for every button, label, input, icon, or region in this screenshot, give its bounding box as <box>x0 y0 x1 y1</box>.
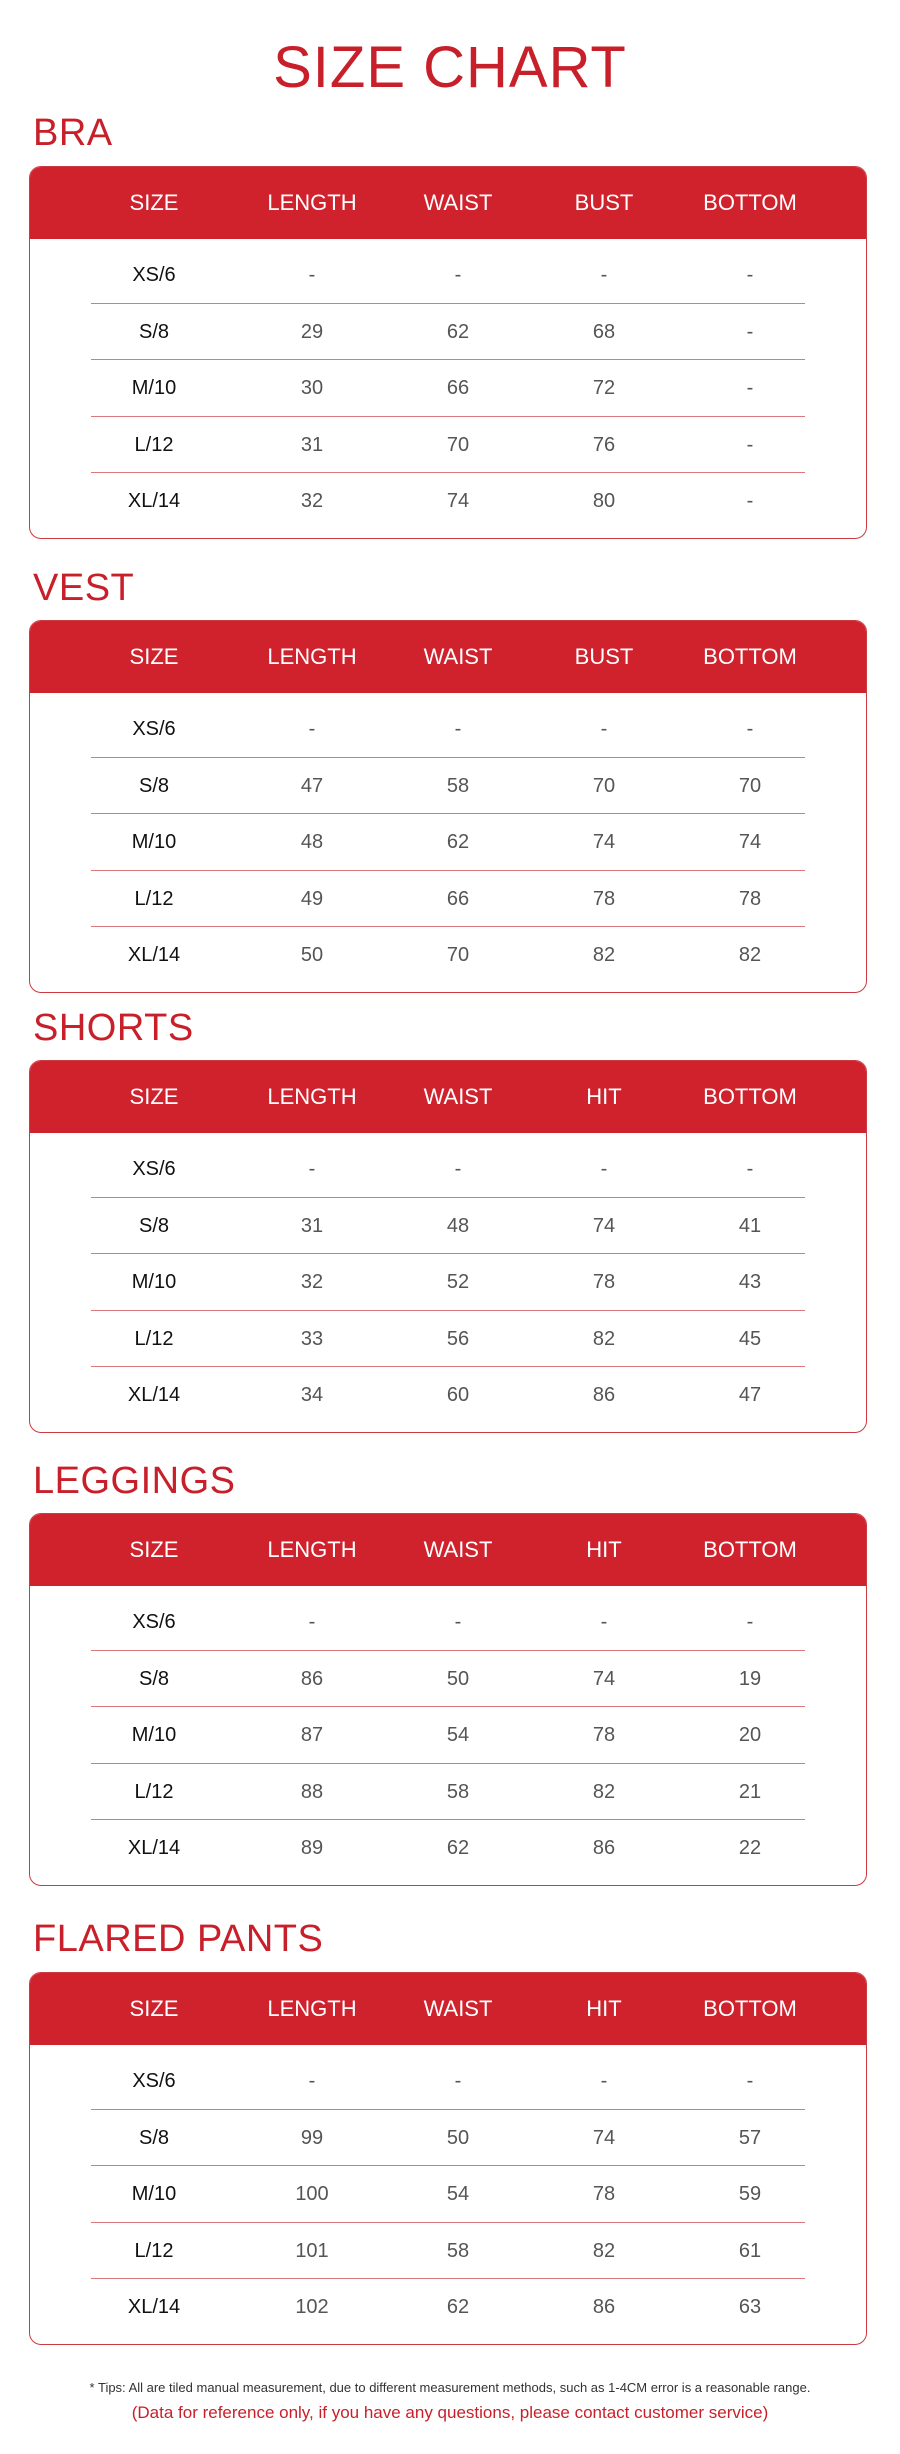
measurement-cell: 61 <box>738 2239 762 2262</box>
column-header-size: SIZE <box>129 190 179 215</box>
column-header-bottom: BOTTOM <box>703 1084 797 1109</box>
size-label: XS/6 <box>132 2070 176 2092</box>
measurement-cell: - <box>746 718 754 740</box>
measurement-cell: 74 <box>592 1214 616 1237</box>
measurement-cell: 47 <box>738 1384 762 1406</box>
measurement-cell: 66 <box>446 377 470 399</box>
measurement-cell: 34 <box>300 1384 324 1406</box>
table-row <box>30 1367 866 1424</box>
measurement-cell: 29 <box>300 320 324 343</box>
column-header-size: SIZE <box>129 644 179 669</box>
size-label: XS/6 <box>132 1158 176 1180</box>
measurement-cell: 59 <box>738 2183 762 2205</box>
table-row <box>30 814 866 871</box>
table-row <box>30 1764 866 1821</box>
measurement-cell: 86 <box>300 1667 324 1690</box>
measurement-cell: - <box>308 264 316 286</box>
measurement-cell: - <box>746 2070 754 2092</box>
column-header-length: LENGTH <box>267 190 357 215</box>
measurement-cell: 78 <box>592 2183 616 2205</box>
size-table-bra <box>29 166 867 539</box>
column-header-hit: HIT <box>586 1084 622 1109</box>
measurement-cell: - <box>308 2070 316 2092</box>
column-header-bottom: BOTTOM <box>703 1537 797 1562</box>
measurement-cell: 70 <box>738 774 762 797</box>
measurement-cell: - <box>454 1158 462 1180</box>
measurement-cell: - <box>454 2070 462 2092</box>
measurement-cell: 74 <box>738 831 762 853</box>
column-header-waist: WAIST <box>423 1996 493 2021</box>
measurement-cell: 70 <box>446 944 470 966</box>
measurement-cell: - <box>600 2070 608 2092</box>
size-label: L/12 <box>134 1780 174 1803</box>
measurement-cell: 58 <box>446 1780 470 1803</box>
measurement-cell: 50 <box>446 2126 470 2149</box>
table-row <box>30 2223 866 2280</box>
table-row <box>30 2053 866 2110</box>
column-header-size: SIZE <box>129 1537 179 1562</box>
size-label: M/10 <box>131 1271 177 1293</box>
measurement-cell: 68 <box>592 320 616 343</box>
measurement-cell: 80 <box>592 490 616 512</box>
measurement-cell: 43 <box>738 1271 762 1293</box>
measurement-cell: 32 <box>300 1271 324 1293</box>
size-label: XS/6 <box>132 264 176 286</box>
measurement-cell: - <box>746 433 754 456</box>
size-table-vest <box>29 620 867 993</box>
measurement-cell: - <box>600 1611 608 1633</box>
table-row <box>30 473 866 530</box>
measurement-cell: - <box>308 1611 316 1633</box>
measurement-cell: - <box>746 490 754 512</box>
size-table-shorts <box>29 1060 867 1433</box>
column-header-bottom: BOTTOM <box>703 644 797 669</box>
table-row <box>30 1594 866 1651</box>
column-header-hit: HIT <box>586 1537 622 1562</box>
table-row <box>30 1311 866 1368</box>
table-row <box>30 1651 866 1708</box>
measurement-cell: - <box>600 264 608 286</box>
measurement-cell: 33 <box>300 1327 324 1350</box>
column-header-waist: WAIST <box>423 1537 493 1562</box>
table-header <box>30 1514 866 1586</box>
size-table-flared-pants <box>29 1972 867 2345</box>
measurement-cell: 78 <box>738 887 762 910</box>
measurement-cell: 82 <box>592 2239 616 2262</box>
measurement-cell: 100 <box>295 2183 329 2205</box>
measurement-cell: 101 <box>295 2239 329 2262</box>
measurement-cell: 74 <box>592 1667 616 1690</box>
size-label: XS/6 <box>132 718 176 740</box>
measurement-cell: 54 <box>446 2183 470 2205</box>
table-row <box>30 360 866 417</box>
table-row <box>30 417 866 474</box>
measurement-cell: 21 <box>738 1780 762 1803</box>
column-header-bust: BUST <box>574 190 634 215</box>
size-label: L/12 <box>134 1327 174 1350</box>
section-title-shorts: SHORTS <box>33 1007 194 1049</box>
measurement-cell: 86 <box>592 2296 616 2318</box>
measurement-cell: 76 <box>592 433 616 456</box>
size-table-leggings <box>29 1513 867 1886</box>
section-title-vest: VEST <box>33 567 135 609</box>
section-title-leggings: LEGGINGS <box>33 1460 236 1502</box>
measurement-cell: 50 <box>300 944 324 966</box>
measurement-cell: 57 <box>738 2126 762 2149</box>
measurement-cell: - <box>454 264 462 286</box>
table-row <box>30 1254 866 1311</box>
measurement-cell: 56 <box>446 1327 470 1350</box>
measurement-cell: 82 <box>738 944 762 966</box>
table-row <box>30 1820 866 1877</box>
measurement-cell: 78 <box>592 1271 616 1293</box>
reference-note: (Data for reference only, if you have any questions, please contact customer service) <box>131 2403 769 2422</box>
table-header <box>30 167 866 239</box>
measurement-cell: - <box>746 264 754 286</box>
measurement-cell: 32 <box>300 490 324 512</box>
table-row <box>30 758 866 815</box>
measurement-cell: 41 <box>738 1214 762 1237</box>
measurement-cell: 86 <box>592 1837 616 1859</box>
size-label: L/12 <box>134 433 174 456</box>
page-title: SIZE CHART <box>273 35 627 100</box>
measurement-cell: 22 <box>738 1837 762 1859</box>
measurement-cell: - <box>454 1611 462 1633</box>
measurement-cell: 60 <box>446 1384 470 1406</box>
measurement-cell: 72 <box>592 377 616 399</box>
measurement-cell: 89 <box>300 1837 324 1859</box>
size-label: M/10 <box>131 1724 177 1746</box>
measurement-cell: 78 <box>592 887 616 910</box>
measurement-cell: - <box>746 1158 754 1180</box>
measurement-cell: 70 <box>446 433 470 456</box>
column-header-size: SIZE <box>129 1996 179 2021</box>
measurement-cell: 74 <box>592 831 616 853</box>
measurement-cell: 86 <box>592 1384 616 1406</box>
section-title-bra: BRA <box>33 112 113 154</box>
measurement-cell: 49 <box>300 887 324 910</box>
column-header-bust: BUST <box>574 644 634 669</box>
measurement-cell: 74 <box>592 2126 616 2149</box>
size-label: S/8 <box>138 2126 170 2149</box>
table-row <box>30 701 866 758</box>
measurement-cell: - <box>746 320 754 343</box>
column-header-size: SIZE <box>129 1084 179 1109</box>
measurement-cell: 30 <box>300 377 324 399</box>
size-label: M/10 <box>131 2183 177 2205</box>
size-label: S/8 <box>138 774 170 797</box>
column-header-waist: WAIST <box>423 644 493 669</box>
size-label: XS/6 <box>132 1611 176 1633</box>
size-label: XL/14 <box>127 490 181 512</box>
measurement-cell: 48 <box>446 1214 470 1237</box>
table-row <box>30 2166 866 2223</box>
column-header-length: LENGTH <box>267 1537 357 1562</box>
measurement-cell: 87 <box>300 1724 324 1746</box>
measurement-cell: - <box>600 718 608 740</box>
table-row <box>30 247 866 304</box>
size-label: XL/14 <box>127 1837 181 1859</box>
size-label: S/8 <box>138 1214 170 1237</box>
measurement-cell: 78 <box>592 1724 616 1746</box>
measurement-cell: - <box>600 1158 608 1180</box>
column-header-length: LENGTH <box>267 1084 357 1109</box>
measurement-cell: - <box>308 1158 316 1180</box>
column-header-hit: HIT <box>586 1996 622 2021</box>
size-label: L/12 <box>134 2239 174 2262</box>
column-header-length: LENGTH <box>267 1996 357 2021</box>
table-row <box>30 1707 866 1764</box>
size-label: XL/14 <box>127 2296 181 2318</box>
measurement-cell: 74 <box>446 490 470 512</box>
measurement-cell: 58 <box>446 774 470 797</box>
measurement-cell: 47 <box>300 774 324 797</box>
table-row <box>30 1141 866 1198</box>
measurement-cell: 45 <box>738 1327 762 1350</box>
measurement-cell: 58 <box>446 2239 470 2262</box>
measurement-cell: 70 <box>592 774 616 797</box>
measurement-cell: 52 <box>446 1271 470 1293</box>
measurement-cell: 62 <box>446 1837 470 1859</box>
measurement-cell: - <box>308 718 316 740</box>
column-header-waist: WAIST <box>423 190 493 215</box>
size-label: XL/14 <box>127 944 181 966</box>
measurement-cell: 82 <box>592 1327 616 1350</box>
size-label: S/8 <box>138 1667 170 1690</box>
column-header-bottom: BOTTOM <box>703 190 797 215</box>
measurement-cell: 82 <box>592 944 616 966</box>
measurement-cell: 88 <box>300 1780 324 1803</box>
column-header-length: LENGTH <box>267 644 357 669</box>
measurement-cell: 31 <box>300 1214 324 1237</box>
measurement-cell: 20 <box>738 1724 762 1746</box>
table-row <box>30 2110 866 2167</box>
measurement-cell: 19 <box>738 1667 762 1690</box>
measurement-cell: 102 <box>295 2296 329 2318</box>
measurement-cell: - <box>454 718 462 740</box>
measurement-cell: 99 <box>300 2126 324 2149</box>
size-label: S/8 <box>138 320 170 343</box>
measurement-cell: 50 <box>446 1667 470 1690</box>
table-header <box>30 1973 866 2045</box>
measurement-cell: 63 <box>738 2296 762 2318</box>
measurement-cell: - <box>746 1611 754 1633</box>
size-label: XL/14 <box>127 1384 181 1406</box>
table-row <box>30 927 866 984</box>
measurement-cell: 62 <box>446 2296 470 2318</box>
column-header-waist: WAIST <box>423 1084 493 1109</box>
measurement-cell: 54 <box>446 1724 470 1746</box>
table-header <box>30 621 866 693</box>
table-row <box>30 2279 866 2336</box>
measurement-cell: 82 <box>592 1780 616 1803</box>
measurement-cell: 62 <box>446 831 470 853</box>
tips-text: * Tips: All are tiled manual measurement, due to different measurement methods, such as 1-4CM error is a reasonable range. <box>89 2380 811 2395</box>
size-label: M/10 <box>131 831 177 853</box>
measurement-cell: 62 <box>446 320 470 343</box>
size-label: L/12 <box>134 887 174 910</box>
size-label: M/10 <box>131 377 177 399</box>
section-title-flared-pants: FLARED PANTS <box>33 1918 324 1960</box>
table-row <box>30 871 866 928</box>
table-header <box>30 1061 866 1133</box>
table-row <box>30 304 866 361</box>
measurement-cell: 31 <box>300 433 324 456</box>
measurement-cell: - <box>746 377 754 399</box>
column-header-bottom: BOTTOM <box>703 1996 797 2021</box>
table-row <box>30 1198 866 1255</box>
measurement-cell: 48 <box>300 831 324 853</box>
measurement-cell: 66 <box>446 887 470 910</box>
